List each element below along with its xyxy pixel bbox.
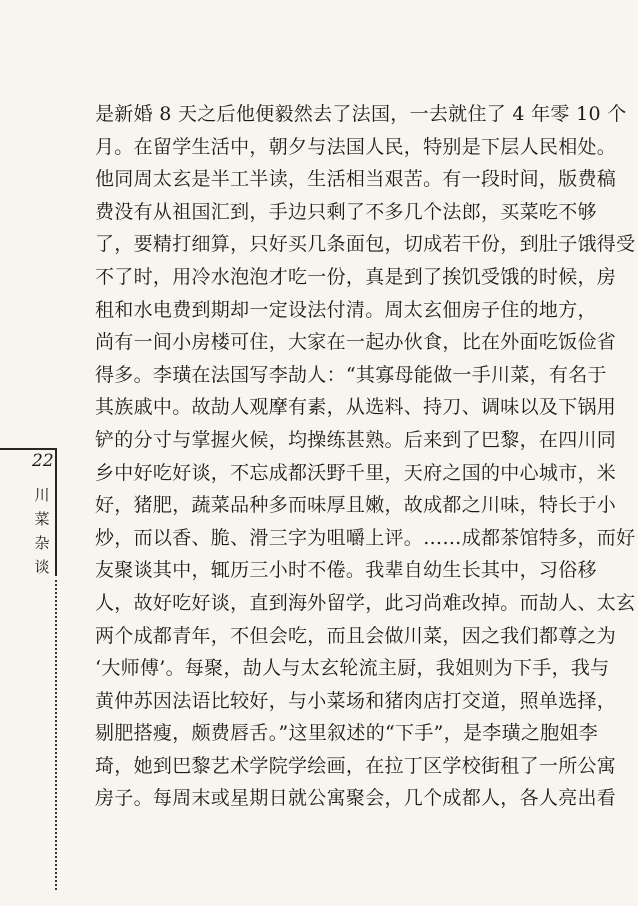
text-line: 炒，而以香、脆、滑三字为咀嚼上评。……成都茶馆特多，而好 [95,526,636,549]
text-line: 尚有一间小房楼可住，大家在一起办伙食，比在外面吃饭俭省 [95,331,617,354]
text-line: 友聚谈其中，辄历三小时不倦。我辈自幼生长其中，习俗移 [95,559,597,582]
text-line: 人，故好吃好谈，直到海外留学，此习尚难改掉。而劼人、太玄 [95,591,636,614]
book-title-char: 谈 [34,558,50,576]
text-line: 月。在留学生活中，朝夕与法国人民，特别是下层人民相处。 [95,135,617,158]
text-line: 不了时，用冷水泡泡才吃一份，真是到了挨饥受饿的时候，房 [95,265,617,288]
book-title-char: 杂 [34,534,50,552]
body-text [95,98,636,815]
book-title-char: 川 [34,486,50,504]
text-line: 铲的分寸与掌握火候，均操练甚熟。后来到了巴黎，在四川同 [95,428,617,451]
text-line: 得多。李璜在法国写李劼人：“其寡母能做一手川菜，有名于 [95,363,607,386]
text-line: 好，猪肥，蔬菜品种多而味厚且嫩，故成都之川味，特长于小 [95,494,617,517]
text-line: 乡中好吃好谈，不忘成都沃野千里，天府之国的中心城市，米 [95,461,617,484]
text-line: 其族戚中。故劼人观摩有素，从选料、持刀、调味以及下锅用 [95,396,617,419]
margin-dotted-rule [55,580,57,890]
running-book-title [32,483,52,579]
text-line: 费没有从祖国汇到，手边只剩了不多几个法郎，买菜吃不够 [95,200,597,223]
text-line: 剔肥搭瘦，颇费唇舌。”这里叙述的“下手”，是李璜之胞姐李 [95,722,599,745]
text-line: 他同周太玄是半工半读，生活相当艰苦。有一段时间，版费稿 [95,168,617,191]
margin-horizontal-rule [0,448,55,450]
page-number: 22 [32,451,54,471]
book-title-char: 菜 [34,510,50,528]
text-line: 琦，她到巴黎艺术学院学绘画，在拉丁区学校街租了一所公寓 [95,754,617,777]
text-line: 租和水电费到期却一定设法付清。周太玄佃房子住的地方， [95,298,597,321]
text-line: 了，要精打细算，只好买几条面包，切成若干份，到肚子饿得受 [95,233,636,256]
text-line: 两个成都青年，不但会吃，而且会做川菜，因之我们都尊之为 [95,624,617,647]
text-line: 黄仲苏因法语比较好，与小菜场和猪肉店打交道，照单选择， [95,689,617,712]
text-line: 是新婚 8 天之后他便毅然去了法国，一去就住了 4 年零 10 个 [95,103,627,125]
margin-vertical-rule [55,448,57,576]
text-line: ‘大师傅’。每聚，劼人与太玄轮流主厨，我姐则为下手，我与 [95,657,610,680]
text-line: 房子。每周末或星期日就公寓聚会，几个成都人，各人亮出看 [95,787,617,810]
